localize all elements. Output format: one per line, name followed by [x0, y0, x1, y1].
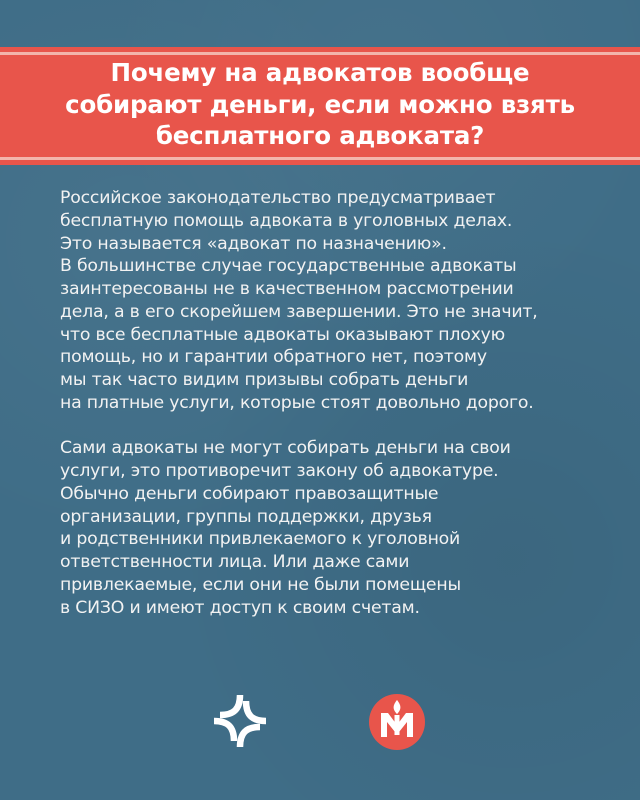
text-line: ответственности лица. Или даже сами — [60, 552, 410, 572]
text-line: привлекаемые, если они не были помещены — [60, 574, 461, 595]
text-line: организации, группы поддержки, друзья — [60, 506, 432, 527]
text-line: В большинстве случае государственные адвокаты — [60, 256, 517, 277]
text-line: услуги, это противоречит закону об адвокатуре. — [60, 461, 499, 481]
title-line: бесплатного адвоката? — [155, 121, 485, 150]
paragraph-free-lawyer — [60, 187, 620, 415]
text-line: Это называется «адвокат по назначению». — [60, 233, 447, 254]
memorial-m-logo-icon — [368, 693, 426, 751]
text-line: помощь, но и гарантии обратного нет, поэтому — [60, 347, 487, 368]
text-line: что все бесплатные адвокаты оказывают плохую — [60, 324, 505, 345]
text-line: мы так часто видим призывы собрать деньги — [60, 370, 469, 390]
title-banner — [0, 47, 640, 165]
page-title — [0, 57, 640, 152]
text-line: Сами адвокаты не могут собирать деньги на свои — [60, 438, 511, 459]
text-line: дела, а в его скорейшем завершении. Это не значит, — [60, 301, 538, 322]
article-body — [60, 187, 620, 619]
four-point-star-logo-icon — [212, 693, 268, 749]
text-line: Обычно деньги собирают правозащитные — [60, 483, 439, 504]
text-line: бесплатную помощь адвоката в уголовных делах. — [60, 210, 513, 231]
text-line: Российское законодательство предусматривает — [60, 188, 496, 208]
text-line: заинтересованы не в качественном рассмотрении — [60, 279, 514, 299]
text-line: в СИЗО и имеют доступ к своим счетам. — [60, 597, 420, 618]
text-line: и родственники привлекаемого к уголовной — [60, 529, 461, 550]
title-line: собирают деньги, если можно взять — [65, 89, 575, 119]
paragraph-fundraising — [60, 437, 620, 619]
title-line: Почему на адвокатов вообще — [110, 58, 530, 87]
text-line: на платные услуги, которые стоят довольно дорого. — [60, 392, 534, 413]
